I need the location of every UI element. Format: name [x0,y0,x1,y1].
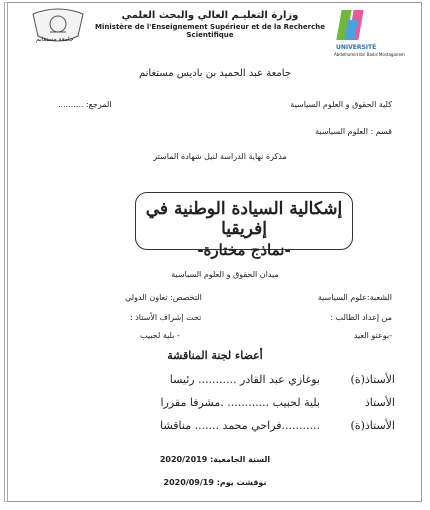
academic-year: 2020/2019 [159,455,208,464]
thesis-subtitle: -نماذج مختارة- [197,241,291,259]
jury-member-3: ...........فراحي محمد ....... مناقشا [160,419,320,432]
jury-member-3-prefix: الأستاذ(ة) [350,419,395,432]
specialty: التخصص: تعاون الدولي [125,293,202,302]
university-logo-left [28,6,88,48]
supervisor-label: تحت إشراف الأستاذ : [130,313,202,322]
branch: الشعبة:علوم السياسية [317,293,392,302]
thesis-type: مذكرة نهاية الدراسة لنيل شهادة الماستر [153,152,287,161]
jury-title: أعضاء لجنة المناقشة [167,349,263,362]
jury-member-2-prefix: الأستاذ [364,396,395,409]
jury-member-1-prefix: الأستاذ(ة) [350,373,395,386]
header [95,10,325,39]
thesis-title: إشكالية السيادة الوطنية في إفريقيا [145,199,343,239]
jury-member-2: بلية لحبيب ............ .مشرفا مقررا [160,396,320,409]
academic-year-label: السنة الجامعية: [210,455,271,464]
defense-date-line [150,478,280,487]
defense-label: نوقشت يوم: [216,478,267,487]
left-logo-text: جامعة مستغانم [36,36,74,43]
department-name: قسم : العلوم السياسية [315,127,392,136]
jury-member-1: بوغازي عبد القادر ........... رئيسا [169,373,320,386]
right-logo-subtext: Abdelhamid Ibn Badis Mostaganem [334,52,405,57]
academic-year-line [150,455,280,464]
prepared-by-label: من إعداد الطالب : [330,313,392,322]
university-name: جامعة عبد الحميد بن باديس مستغانم [138,68,292,79]
reference-number: المرجع: .......... [58,100,112,109]
field-of-study: ميدان الحقوق و العلوم السياسية [171,270,279,279]
supervisor-name: - بلية لحبيب [140,331,180,340]
ministry-french: Ministère de l'Enseignement Supérieur et de la Recherche Scientifique [95,23,325,39]
faculty-name: كلية الحقوق و العلوم السياسية [290,100,392,109]
student-name: -بوعتو العيد [353,331,392,340]
defense-date: 2020/09/19 [163,478,214,487]
university-logo-right [328,8,405,58]
ministry-arabic: وزارة التعليـم العالي والبحث العلمي [121,10,299,21]
right-logo-text: UNIVERSITÉ [336,44,377,51]
thesis-title-box [135,192,353,259]
